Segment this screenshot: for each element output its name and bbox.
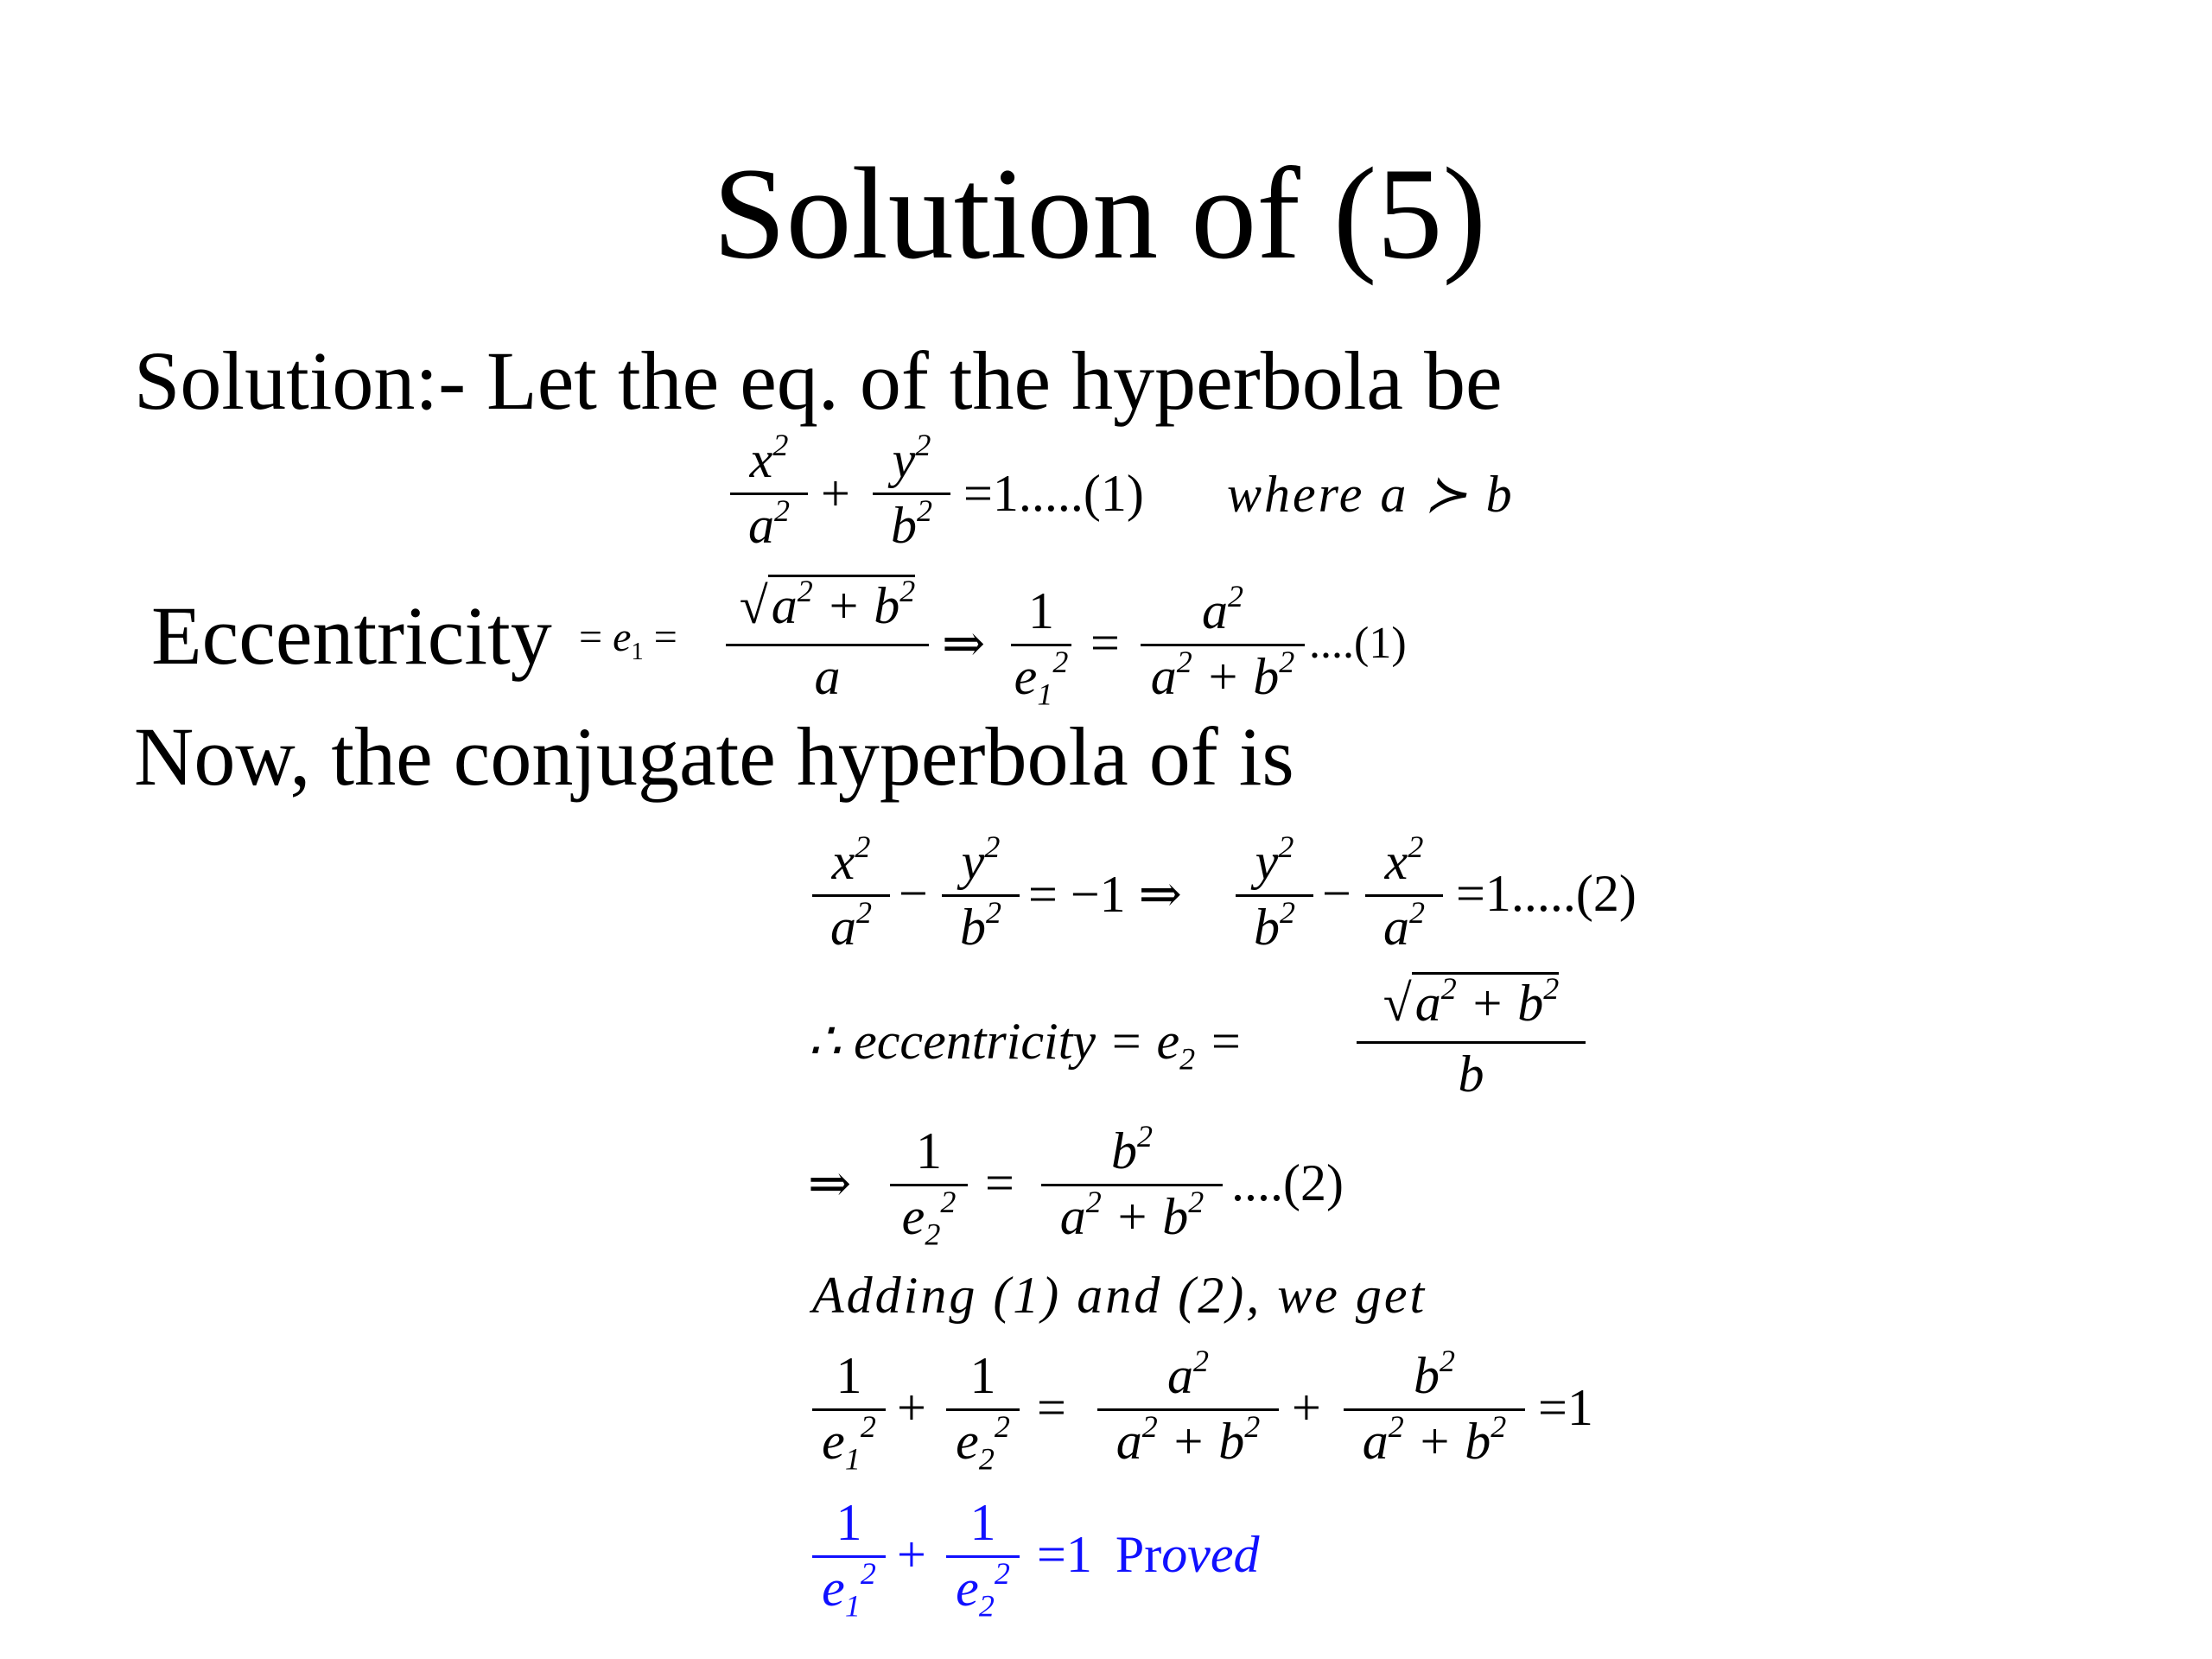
sum-result: =1 xyxy=(1538,1379,1593,1436)
intro-text: Solution:- Let the eq. of the hyperbola be xyxy=(134,334,1503,427)
eccentricity-2-prefix: ∴ eccentricity = $e_2$ = xyxy=(808,1013,1243,1077)
proved-result: =1 Proved xyxy=(1037,1526,1260,1583)
page-title: Solution of (5) xyxy=(713,141,1487,286)
equation-1-rhs: =1.....(1) xyxy=(963,465,1144,522)
equation-2-mid: = −1 ⇒ xyxy=(1028,866,1182,923)
eccentricity-tail: ....(1) xyxy=(1309,619,1407,668)
adding-text: Adding (1) and (2), we get xyxy=(812,1267,1427,1324)
reciprocal-2-tail: ....(2) xyxy=(1231,1154,1344,1211)
equation-2-rhs: =1.....(2) xyxy=(1456,865,1637,922)
conjugate-text: Now, the conjugate hyperbola of is xyxy=(134,710,1294,803)
eccentricity-label: Eccentricity xyxy=(151,589,552,682)
equation-1-condition: where a ≻ b xyxy=(1227,466,1515,523)
